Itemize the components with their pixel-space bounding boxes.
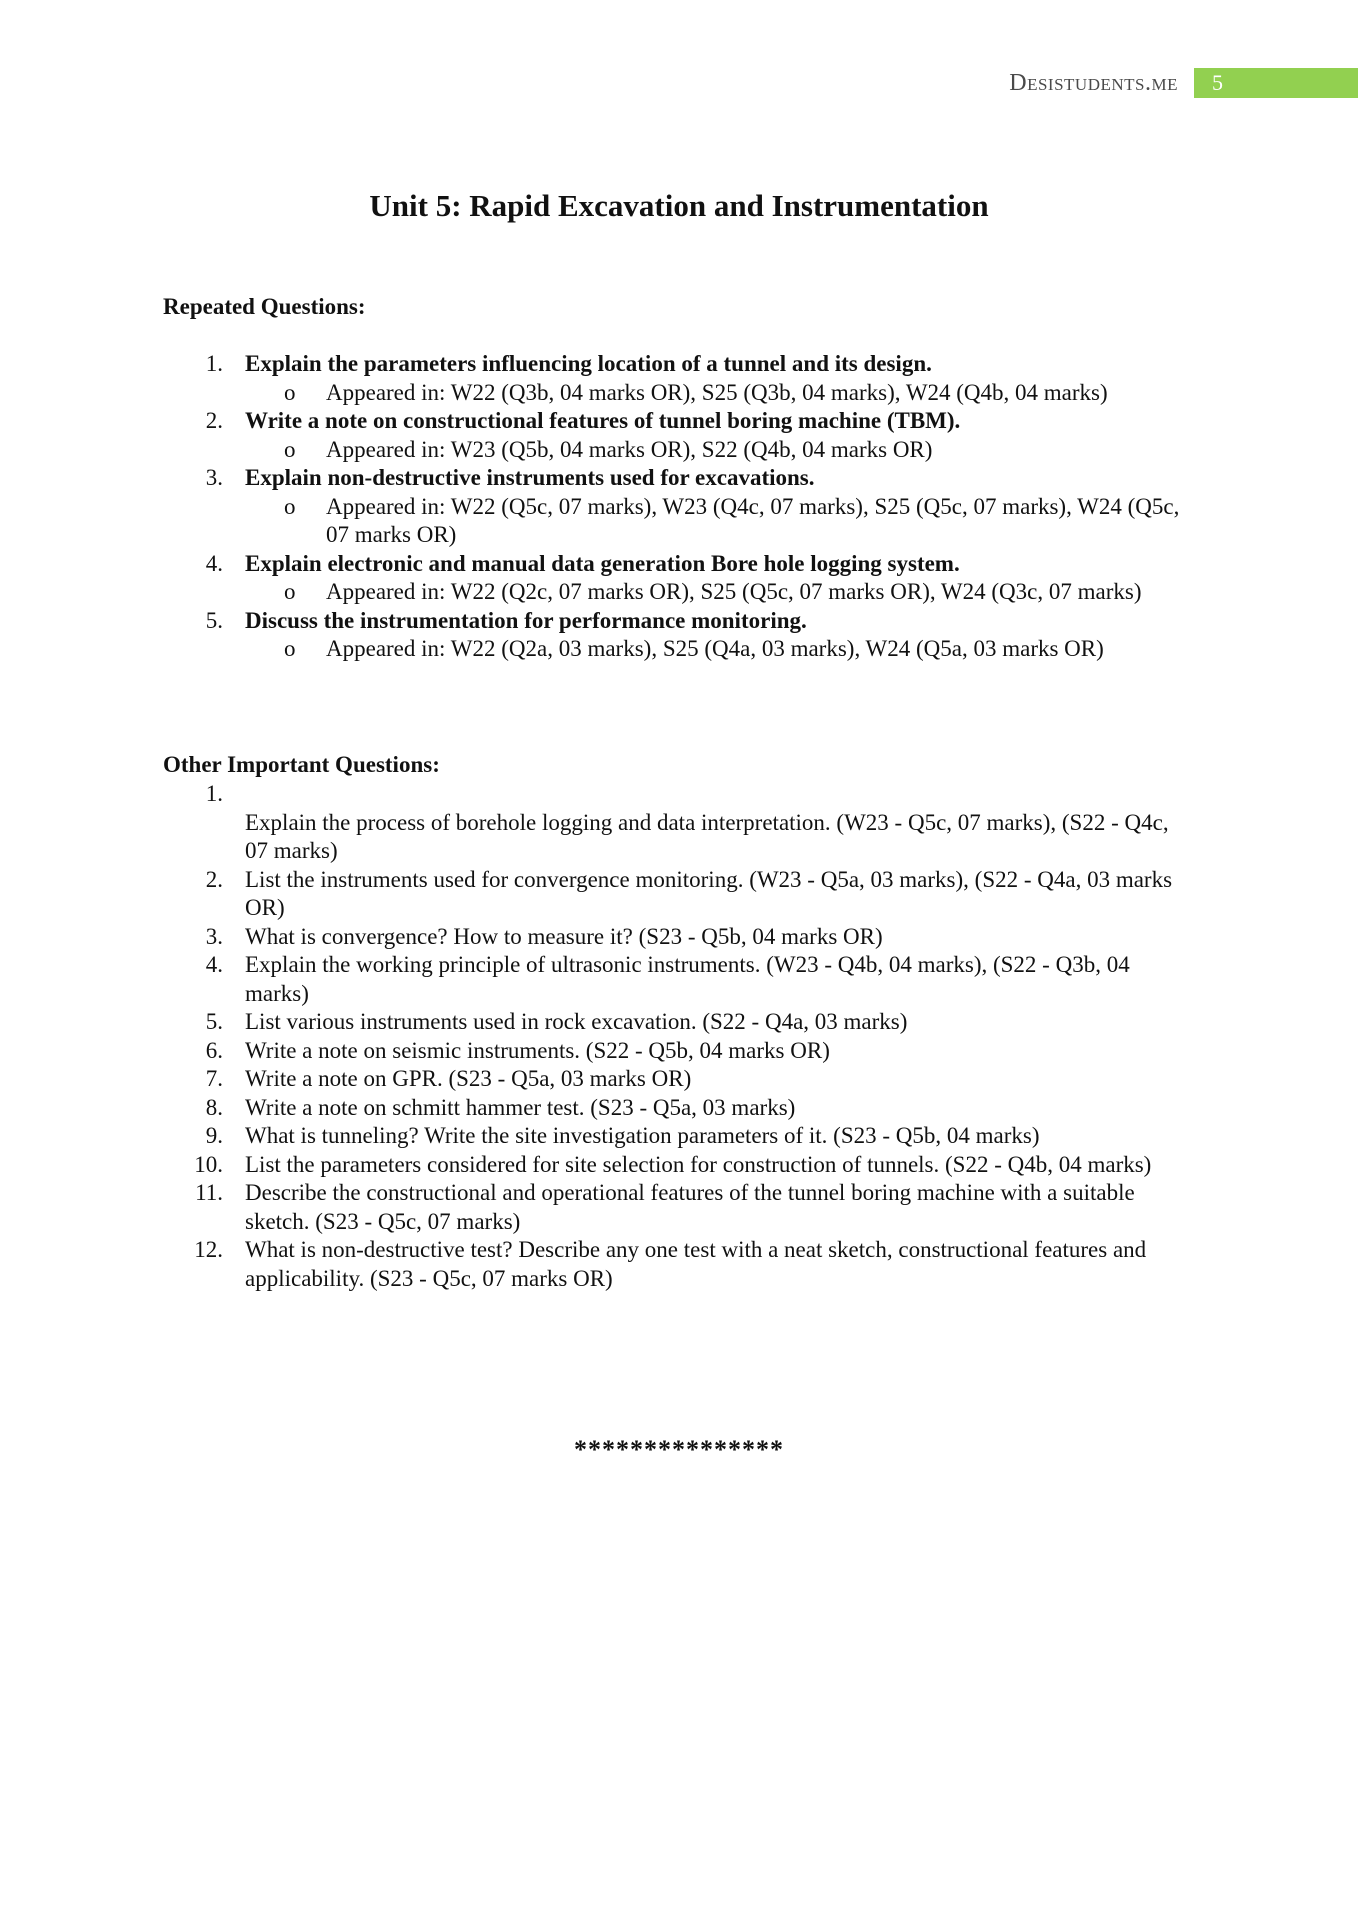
- list-item: 6. Write a note on seismic instruments. (S22 - Q5b, 04 marks OR): [205, 1037, 830, 1063]
- list-item: 12. What is non-destructive test? Describe any one test with a neat sketch, constructional features and applicability. (S23 - Q5c, 07 marks OR): [194, 1237, 1147, 1291]
- list-item: 5. List various instruments used in rock excavation. (S22 - Q4a, 03 marks): [205, 1009, 908, 1034]
- other-questions-heading: Other Important Questions:: [163, 752, 440, 777]
- other-questions-list: [0, 780, 1358, 1293]
- list-item: 7. Write a note on GPR. (S23 - Q5a, 03 marks OR): [205, 1066, 692, 1091]
- appeared-in-line: o Appeared in: W22 (Q5c, 07 marks), W23 (Q4c, 07 marks), S25 (Q5c, 07 marks), W24 (Q5c, 07 marks OR): [284, 493, 1180, 547]
- page-title: Unit 5: Rapid Excavation and Instrumentation: [369, 188, 989, 223]
- appeared-in-line: o Appeared in: W23 (Q5b, 04 marks OR), S22 (Q4b, 04 marks OR): [284, 436, 933, 462]
- list-item: 3. Explain non-destructive instruments used for excavations.: [205, 465, 815, 490]
- page-number: 5: [1194, 68, 1358, 98]
- list-item: 9. What is tunneling? Write the site investigation parameters of it. (S23 - Q5b, 04 marks): [205, 1123, 1040, 1148]
- appeared-in-line: o Appeared in: W22 (Q2c, 07 marks OR), S25 (Q5c, 07 marks OR), W24 (Q3c, 07 marks): [284, 579, 1142, 604]
- list-item: 11. Describe the constructional and operational features of the tunnel boring machine with a suitable sketch. (S23 - Q5c, 07 marks): [195, 1180, 1135, 1234]
- list-item: 1. Explain the process of borehole logging and data interpretation. (W23 - Q5c, 07 marks), (S22 - Q4c, 07 marks): [205, 781, 1169, 863]
- repeated-questions-heading: Repeated Questions:: [163, 294, 366, 319]
- site-name: DESISTUDENTS.ME: [1009, 69, 1178, 96]
- appeared-in-line: o Appeared in: W22 (Q2a, 03 marks), S25 (Q4a, 03 marks), W24 (Q5a, 03 marks OR): [284, 636, 1104, 661]
- list-item: 2. List the instruments used for convergence monitoring. (W23 - Q5a, 03 marks), (S22 - Q4a, 03 marks OR): [205, 866, 1173, 920]
- list-item: 5. Discuss the instrumentation for performance monitoring.: [205, 607, 807, 633]
- list-item: 2. Write a note on constructional features of tunnel boring machine (TBM).: [205, 408, 961, 433]
- list-item: 4. Explain electronic and manual data generation Bore hole logging system.: [205, 550, 960, 576]
- list-item: 3. What is convergence? How to measure it? (S23 - Q5b, 04 marks OR): [205, 923, 883, 949]
- repeated-questions-list: [0, 350, 1358, 664]
- list-item: 1. Explain the parameters influencing location of a tunnel and its design.: [205, 351, 932, 376]
- list-item: 4. Explain the working principle of ultrasonic instruments. (W23 - Q4b, 04 marks), (S22 - Q3b, 04 marks): [205, 952, 1130, 1006]
- end-separator: ***************: [574, 1435, 784, 1464]
- list-item: 8. Write a note on schmitt hammer test. (S23 - Q5a, 03 marks): [205, 1094, 796, 1120]
- appeared-in-line: o Appeared in: W22 (Q3b, 04 marks OR), S25 (Q3b, 04 marks), W24 (Q4b, 04 marks): [284, 379, 1108, 405]
- list-item: 10. List the parameters considered for site selection for construction of tunnels. (S22 - Q4b, 04 marks): [194, 1151, 1152, 1177]
- page-header: [1009, 68, 1358, 98]
